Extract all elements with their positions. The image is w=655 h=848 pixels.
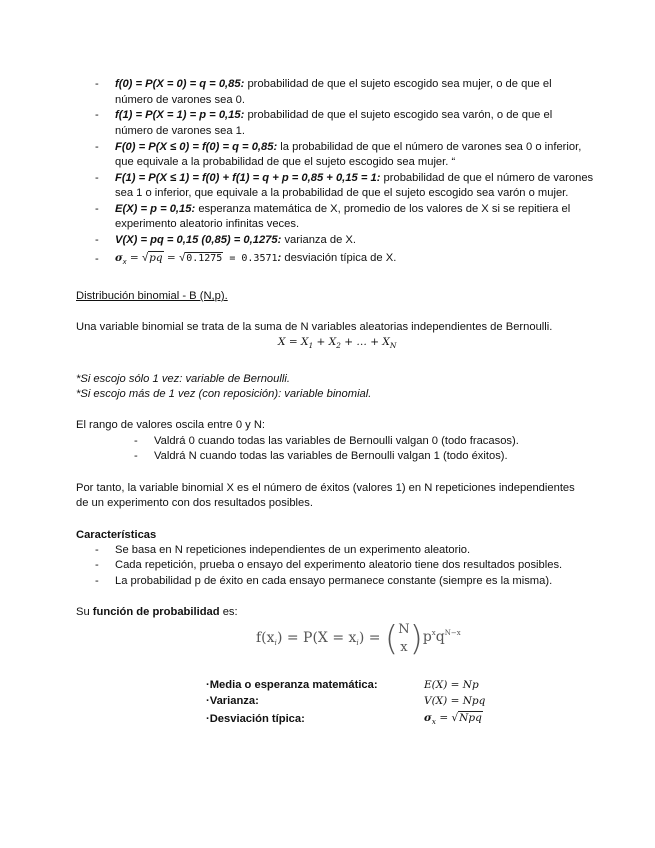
section-heading-binomial: Distribución binomial - B (N,p). xyxy=(76,290,228,302)
mean-formula: E(X) = Np xyxy=(424,679,479,691)
definition-cont: que equivale a la probabilidad de que el sujeto escogido sea mujer. “ xyxy=(115,156,456,168)
bullet-dash: - xyxy=(95,544,99,556)
range-intro: El rango de valores oscila entre 0 y N: xyxy=(76,419,266,431)
bullet-dash: - xyxy=(95,575,99,587)
bullet-dash: - xyxy=(95,172,99,184)
sum-formula: $X = X_1 + X_2$ + … + $X_N$ xyxy=(278,336,397,350)
conclusion-line: de un experimento con dos resultados posibles. xyxy=(76,497,313,509)
definition-item: V(X) = pq = 0,15 (0,85) = 0,1275: varianza de X. xyxy=(115,234,356,246)
bullet-dash: - xyxy=(95,234,99,246)
definition-item: F(0) = P(X ≤ 0) = f(0) = q = 0,85: la probabilidad de que el número de varones sea 0 o inferior, xyxy=(115,141,582,153)
note-bernoulli: *Si escojo sólo 1 vez: variable de Bernoulli. xyxy=(76,373,290,385)
characteristics-heading: Características xyxy=(76,529,157,541)
bullet-dash: - xyxy=(134,450,138,462)
bullet-dash: - xyxy=(95,141,99,153)
bullet-dash: - xyxy=(95,253,99,265)
variance-label: ·Varianza: xyxy=(206,695,259,707)
definition-cont: número de varones sea 1. xyxy=(115,125,245,137)
range-item: Valdrá 0 cuando todas las variables de Bernoulli valgan 0 (todo fracasos). xyxy=(154,435,519,447)
definition-cont: número de varones sea 0. xyxy=(115,94,245,106)
pmf-formula: $f(x_i) = P(X = x_i) = (N$ $x)p^xq^{N-x}$ xyxy=(256,619,461,659)
definition-item: f(0) = P(X = 0) = q = 0,85: probabilidad de que el sujeto escogido sea mujer, o de que el xyxy=(115,78,552,90)
range-item: Valdrá N cuando todas las variables de Bernoulli valgan 1 (todo éxitos). xyxy=(154,450,508,462)
variance-formula: V(X) = Npq xyxy=(424,695,486,707)
std-dev-formula: $\sigma_x = √Npq$ xyxy=(424,712,482,726)
std-dev-label: ·Desviación típica: xyxy=(206,713,305,725)
note-binomial: *Si escojo más de 1 vez (con reposición): variable binomial. xyxy=(76,388,372,400)
std-dev-definition: $\sigma_x = √pq = √0.1275 = 0.3571$: desviación típica de X. xyxy=(115,252,397,266)
characteristic-item: La probabilidad p de éxito en cada ensayo permanece constante (siempre es la misma). xyxy=(115,575,553,587)
definition-item: F(1) = P(X ≤ 1) = f(0) + f(1) = q + p = 0,85 + 0,15 = 1: probabilidad de que el número de varones xyxy=(115,172,594,184)
bullet-dash: - xyxy=(95,109,99,121)
bullet-dash: - xyxy=(95,78,99,90)
probability-function-label: Su función de probabilidad es: xyxy=(76,606,238,618)
characteristic-item: Se basa en N repeticiones independientes de un experimento aleatorio. xyxy=(115,544,471,556)
binomial-intro: Una variable binomial se trata de la suma de N variables aleatorias independientes de Bernoulli. xyxy=(76,321,553,333)
conclusion-line: Por tanto, la variable binomial X es el número de éxitos (valores 1) en N repeticiones independientes xyxy=(76,482,575,494)
definition-item: f(1) = P(X = 1) = p = 0,15: probabilidad de que el sujeto escogido sea varón, o de que el xyxy=(115,109,553,121)
mean-label: ·Media o esperanza matemática: xyxy=(206,679,378,691)
bullet-dash: - xyxy=(134,435,138,447)
bullet-dash: - xyxy=(95,559,99,571)
bullet-dash: - xyxy=(95,203,99,215)
definition-cont: sea 1 o inferior, que equivale a la probabilidad de que el sujeto escogido sea varón o mujer. xyxy=(115,187,569,199)
characteristic-item: Cada repetición, prueba o ensayo del experimento aleatorio tiene dos resultados posibles. xyxy=(115,559,563,571)
definition-cont: experimento aleatorio infinitas veces. xyxy=(115,218,300,230)
definition-item: E(X) = p = 0,15: esperanza matemática de X, promedio de los valores de X si se repitiera el xyxy=(115,203,571,215)
